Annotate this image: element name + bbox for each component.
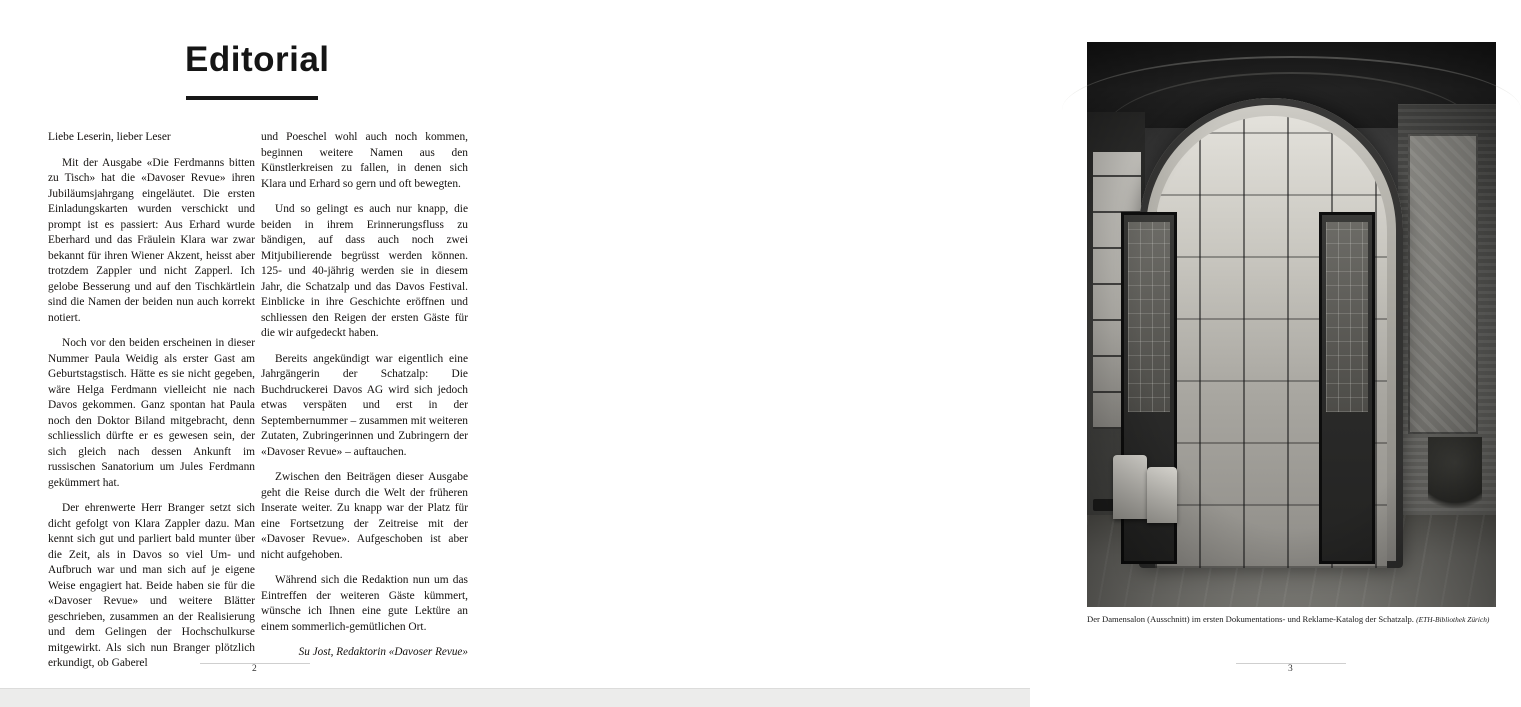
body-column-1: [48, 130, 255, 672]
folio-right: 3: [1288, 664, 1293, 674]
title-underline: [186, 96, 318, 100]
salon-chair: [1113, 455, 1147, 519]
viewer-bottom-strip: [0, 688, 1030, 707]
body-column-2: [261, 130, 468, 660]
paragraph: und Poeschel wohl auch noch kommen, beginnen weitere Namen aus den Künstlerkreisen zu fallen, in denen sich Klara und Erhard so gern und oft bewegten.: [261, 131, 468, 190]
paragraph: Mit der Ausgabe «Die Ferdmanns bitten zu Tisch» hat die «Davoser Revue» ihren Jubiläumsjahrgang eingeläutet. Die ersten Einladungskarten wurden verschickt und prompt ist es passiert: Aus Erhard wurde Eberhard und das Fräulein Klara war zwar bekannt für ihren Wiener Akzent, heisst aber trotzdem Zappler und nicht Zapperl. Ich gelobe Besserung und auf den Tischkärtlein sind die Namen der beiden nun auch korrekt notiert.: [48, 156, 255, 324]
paragraph: Bereits angekündigt war eigentlich eine Jahrgängerin der Schatzalp: Die Buchdruckerei Davos AG wird sich jedoch etwas verspäten und erst in der Septembernummer – zusammen mit weiteren Zutaten, Zubringerinnen und Zubringern der «Davoser Revue» – auftauchen.: [261, 352, 468, 458]
page-left: [0, 0, 515, 688]
salutation: Liebe Leserin, lieber Leser: [48, 131, 171, 143]
folio-left: 2: [252, 664, 257, 674]
page-right: [515, 0, 1490, 688]
paragraph: Zwischen den Beiträgen dieser Ausgabe geht die Reise durch die Welt der früheren Inserate weiter. Zu knapp war der Platz für eine Fortsetzung der Zeitreise mit der «Davoser Revue». Aufgeschoben ist aber nicht aufgehoben.: [261, 471, 468, 561]
paragraph: Noch vor den beiden erscheinen in dieser Nummer Paula Weidig als erster Gast am Geburtstagstisch. Hätte es sie nicht gegeben, wäre Helga Ferdmann vielleicht nie nach Davos gekommen. Ganz spontan hat Paula noch den Doktor Biland mitgebracht, denn schliesslich dürfte er es gewesen sein, der sich gleich nach dessen Ankunft im russischen Sanatorium um Jules Ferdmann gekümmert hat.: [48, 337, 255, 489]
paragraph: Der ehrenwerte Herr Branger setzt sich dicht gefolgt von Klara Zappler dazu. Man kennt sich gut und parliert bald munter über die Zeit, als in Davos so viel Um- und Aufbruch war und man sich auf je eigene Weise engagiert hat. Beide haben sie für die «Davoser Revue» und weitere Blätter geschrieben, zusammen an der Realisierung und dem Gelingen der Hochschulkurse mitgewirkt. Als sich nun Branger plötzlich erkundigt, ob Gaberel: [48, 502, 255, 669]
paragraph: Während sich die Redaktion nun um das Eintreffen der weiteren Gäste kümmert, wünsche ich Ihnen eine gute Lektüre an einem sommerlich-gemütlichen Ort.: [261, 574, 468, 633]
potted-plant: [1428, 437, 1482, 523]
caption-credit: (ETH-Bibliothek Zürich): [1416, 615, 1490, 624]
damensalon-schatzalp-photo: [1087, 42, 1496, 607]
page-title: Editorial: [185, 40, 330, 79]
paragraph: Und so gelingt es auch nur knapp, die beiden in ihrem Erinnerungsfluss zu bändigen, auf dass auch noch zwei Mitjubilierende begrüsst werden können. 125- und 40-jährig werden sie in diesem Jahr, die Schatzalp und das Davos Festival. Einblicke in ihre Geschichte eröffnen und schliessen den Reigen der ersten Gäste für die wir aufgedeckt haben.: [261, 203, 468, 339]
salon-chair: [1147, 467, 1177, 523]
caption-text: Der Damensalon (Ausschnitt) im ersten Dokumentations- und Reklame-Katalog der Schatzalp.: [1087, 614, 1414, 624]
author-signature: Su Jost, Redaktorin «Davoser Revue»: [298, 646, 468, 658]
door-panel-right: [1319, 212, 1375, 564]
photo-caption: [1087, 614, 1496, 625]
